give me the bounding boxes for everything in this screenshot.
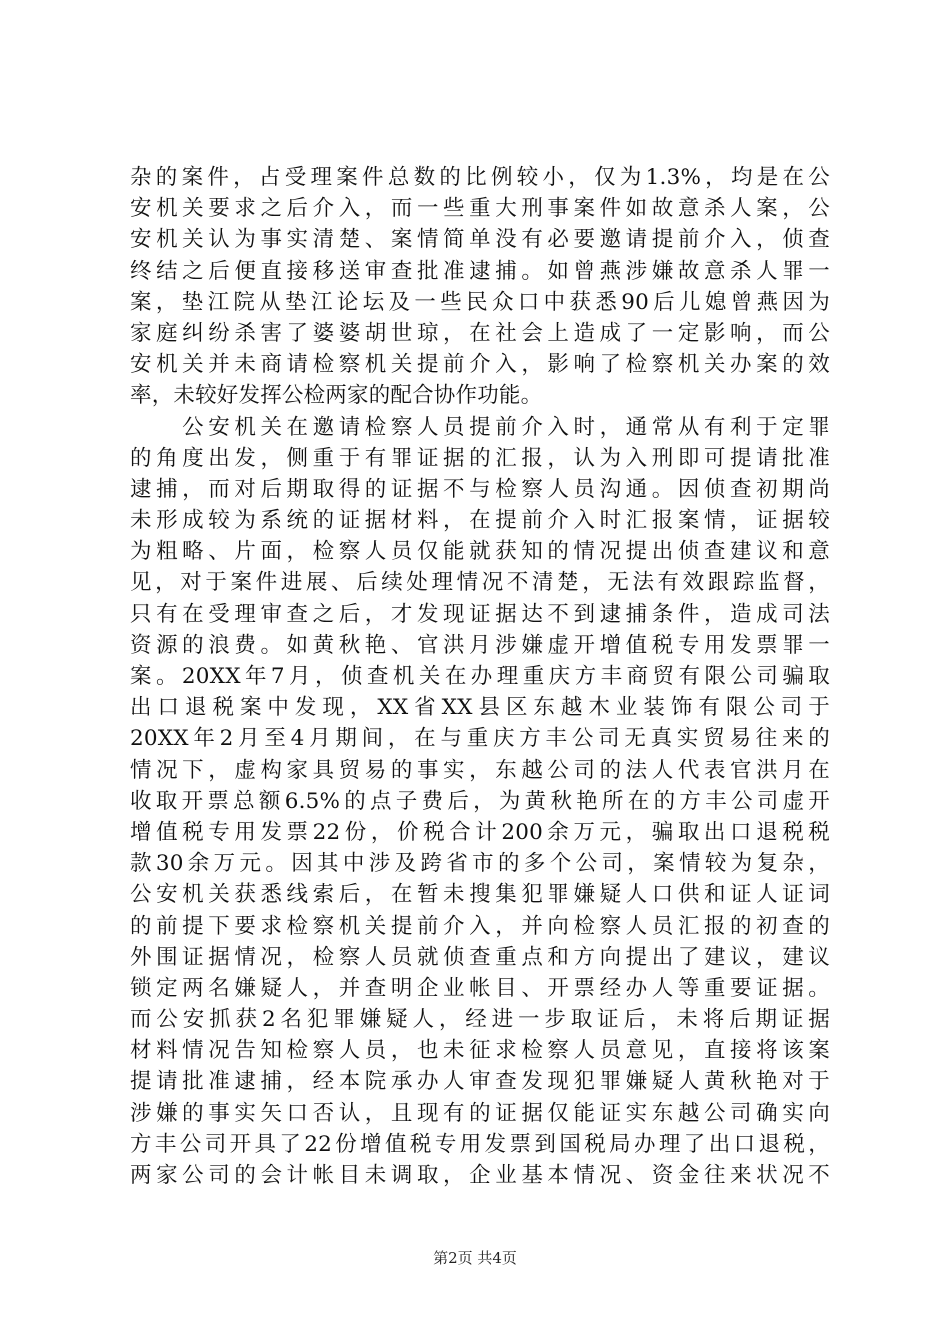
text-line: 安机关认为事实清楚、案情简单没有必要邀请提前介入，侦查 — [130, 227, 830, 253]
text-line: 情况下，虚构家具贸易的事实，东越公司的法人代表官洪月在 — [130, 757, 830, 783]
text-line: 而公安抓获2名犯罪嫌疑人，经进一步取证后，未将后期证据 — [130, 1007, 830, 1033]
page-number-footer: 第2页 共4页 — [433, 1249, 517, 1267]
text-line: 杂的案件，占受理案件总数的比例较小，仅为1.3%，均是在公 — [130, 165, 830, 190]
text-line: 公安机关在邀请检察人员提前介入时，通常从有利于定罪 — [130, 414, 830, 440]
text-line: 款30余万元。因其中涉及跨省市的多个公司，案情较为复杂， — [130, 851, 830, 877]
text-line: 的前提下要求检察机关提前介入，并向检察人员汇报的初查的 — [130, 913, 830, 939]
text-line: 外围证据情况，检察人员就侦查重点和方向提出了建议，建议 — [130, 944, 830, 970]
text-line: 锁定两名嫌疑人，并查明企业帐目、开票经办人等重要证据。 — [130, 975, 830, 1001]
text-line: 案。20XX年7月，侦查机关在办理重庆方丰商贸有限公司骗取 — [130, 664, 830, 689]
text-line: 终结之后便直接移送审查批准逮捕。如曾燕涉嫌故意杀人罪一 — [130, 258, 830, 284]
text-line: 收取开票总额6.5%的点子费后，为黄秋艳所在的方丰公司虚开 — [130, 788, 830, 814]
text-line: 增值税专用发票22份，价税合计200余万元，骗取出口退税税 — [130, 819, 830, 845]
text-line: 提请批准逮捕，经本院承办人审查发现犯罪嫌疑人黄秋艳对于 — [130, 1069, 830, 1095]
text-line: 两家公司的会计帐目未调取，企业基本情况、资金往来状况不 — [130, 1163, 830, 1188]
document-body — [130, 162, 830, 1191]
text-line: 材料情况告知检察人员，也未征求检察人员意见，直接将该案 — [130, 1038, 830, 1064]
text-line: 20XX年2月至4月期间，在与重庆方丰公司无真实贸易往来的 — [130, 726, 830, 752]
text-line: 率，未较好发挥公检两家的配合协作功能。 — [130, 383, 543, 409]
text-line: 安机关要求之后介入，而一些重大刑事案件如故意杀人案，公 — [130, 196, 830, 222]
text-line: 的角度出发，侧重于有罪证据的汇报，认为入刑即可提请批准 — [130, 445, 830, 471]
text-line: 案，垫江院从垫江论坛及一些民众口中获悉90后儿媳曾燕因为 — [130, 289, 830, 315]
text-line: 安机关并未商请检察机关提前介入，影响了检察机关办案的效 — [130, 352, 830, 378]
text-line: 未形成较为系统的证据材料，在提前介入时汇报案情，证据较 — [130, 508, 830, 534]
text-line: 出口退税案中发现，XX省XX县区东越木业装饰有限公司于 — [130, 695, 830, 721]
text-line: 资源的浪费。如黄秋艳、官洪月涉嫌虚开增值税专用发票罪一 — [130, 632, 830, 658]
text-line: 逮捕，而对后期取得的证据不与检察人员沟通。因侦查初期尚 — [130, 476, 830, 502]
text-line: 只有在受理审查之后，才发现证据达不到逮捕条件，造成司法 — [130, 601, 830, 627]
text-line: 涉嫌的事实矢口否认，且现有的证据仅能证实东越公司确实向 — [130, 1100, 830, 1126]
text-line: 家庭纠纷杀害了婆婆胡世琼，在社会上造成了一定影响，而公 — [130, 320, 830, 346]
text-line: 见，对于案件进展、后续处理情况不清楚，无法有效跟踪监督， — [130, 570, 830, 596]
text-line: 方丰公司开具了22份增值税专用发票到国税局办理了出口退税， — [130, 1131, 830, 1157]
text-line: 公安机关获悉线索后，在暂未搜集犯罪嫌疑人口供和证人证词 — [130, 882, 830, 908]
text-line: 为粗略、片面，检察人员仅能就获知的情况提出侦查建议和意 — [130, 539, 830, 565]
